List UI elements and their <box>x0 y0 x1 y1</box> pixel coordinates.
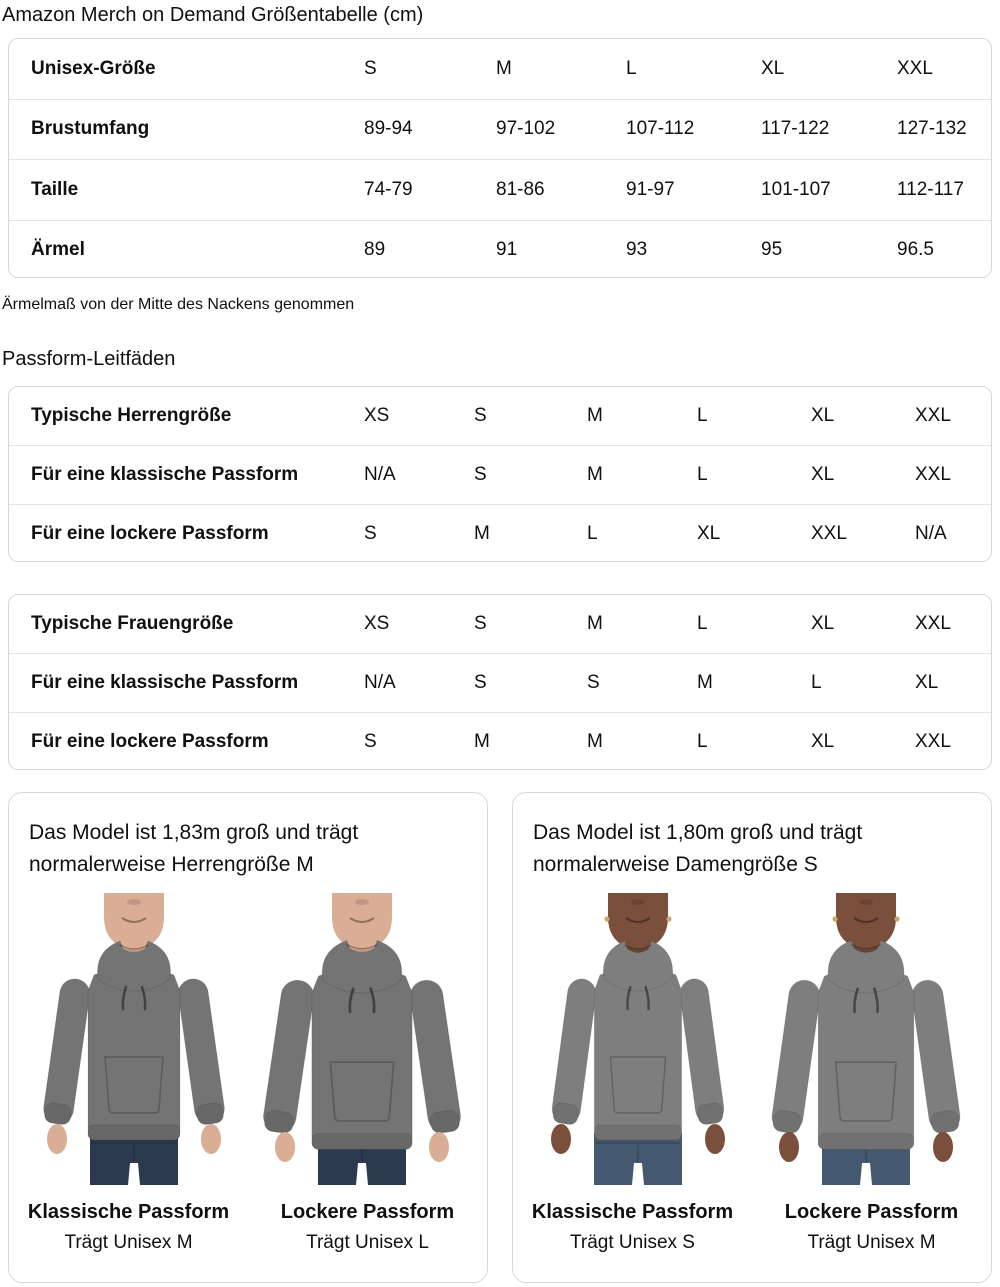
hoodie-model-illustration <box>538 893 738 1185</box>
table-row <box>9 712 991 770</box>
fit-caption <box>9 1199 248 1255</box>
table-row <box>9 159 991 220</box>
womens-model-card <box>512 792 992 1283</box>
size-value: S <box>474 672 487 693</box>
size-value: XXL <box>915 731 951 752</box>
mens-fit-table <box>8 386 992 562</box>
row-label: Typische Herrengröße <box>31 405 232 426</box>
fit-caption <box>752 1199 991 1255</box>
size-value: L <box>697 613 708 634</box>
hoodie-model-illustration <box>34 893 234 1185</box>
table-row <box>9 504 991 562</box>
size-value: M <box>587 464 603 485</box>
table-row <box>9 445 991 504</box>
size-value: 97-102 <box>496 118 556 140</box>
fit-size-label: Trägt Unisex L <box>306 1232 429 1253</box>
page-title: Amazon Merch on Demand Größentabelle (cm) <box>2 4 424 26</box>
size-value: L <box>626 57 637 79</box>
table-row <box>9 595 991 653</box>
table-row <box>9 99 991 160</box>
fit-caption <box>248 1199 487 1255</box>
row-label: Für eine klassische Passform <box>31 672 299 693</box>
size-value: 117-122 <box>761 118 830 140</box>
model-photo-loose-fit <box>262 893 462 1185</box>
size-chart-page <box>0 2 1000 1283</box>
size-value: L <box>811 672 822 693</box>
hoodie-model-illustration <box>766 893 966 1185</box>
size-value: XL <box>811 613 835 634</box>
size-value: S <box>474 464 487 485</box>
size-value: L <box>697 464 708 485</box>
model-photos <box>513 893 991 1185</box>
mens-model-card <box>8 792 488 1283</box>
size-value: M <box>474 731 490 752</box>
size-value: XL <box>697 523 721 544</box>
size-value: S <box>474 613 487 634</box>
model-photos <box>9 893 487 1185</box>
fit-caption <box>513 1199 752 1255</box>
model-description: Das Model ist 1,83m groß und trägt normalerweise Herrengröße M <box>29 821 359 876</box>
size-value: N/A <box>364 464 396 485</box>
hoodie-garment <box>550 941 725 1140</box>
size-value: XL <box>811 731 835 752</box>
table-row <box>9 39 991 99</box>
row-label: Brustumfang <box>31 118 150 140</box>
size-value: 89 <box>364 239 386 261</box>
fit-size-label: Trägt Unisex M <box>64 1232 193 1253</box>
size-value: M <box>587 731 603 752</box>
size-value: 81-86 <box>496 178 545 200</box>
size-value: S <box>364 57 377 79</box>
size-value: XXL <box>897 57 933 79</box>
size-value: 107-112 <box>626 118 695 140</box>
size-value: XS <box>364 405 390 426</box>
size-value: XXL <box>811 523 847 544</box>
size-value: XL <box>915 672 939 693</box>
size-value: 93 <box>626 239 648 261</box>
row-label: Für eine lockere Passform <box>31 731 269 752</box>
size-value: L <box>697 731 708 752</box>
size-value: 101-107 <box>761 178 831 200</box>
size-value: 112-117 <box>897 178 964 200</box>
hoodie-model-illustration <box>262 893 462 1185</box>
size-value: S <box>587 672 600 693</box>
size-value: 91 <box>496 239 518 261</box>
hoodie-garment <box>770 940 962 1149</box>
model-cards-row <box>8 792 992 1283</box>
size-value: N/A <box>364 672 396 693</box>
row-label: Unisex-Größe <box>31 57 156 79</box>
fit-size-label: Trägt Unisex M <box>807 1232 936 1253</box>
unisex-size-table <box>8 38 992 278</box>
size-value: XS <box>364 613 390 634</box>
size-value: N/A <box>915 523 947 544</box>
row-label: Für eine lockere Passform <box>31 523 269 544</box>
hoodie-garment <box>42 941 227 1140</box>
row-label: Taille <box>31 178 79 200</box>
size-value: XL <box>811 464 835 485</box>
table-row <box>9 220 991 279</box>
size-value: 89-94 <box>364 118 413 140</box>
size-value: S <box>474 405 487 426</box>
row-label: Ärmel <box>31 239 85 261</box>
size-value: XL <box>811 405 835 426</box>
fit-label: Lockere Passform <box>784 1201 959 1223</box>
table-row <box>9 387 991 445</box>
size-value: XXL <box>915 405 951 426</box>
model-photo-loose-fit <box>766 893 966 1185</box>
size-value: M <box>587 613 603 634</box>
size-value: 74-79 <box>364 178 413 200</box>
size-value: 95 <box>761 239 783 261</box>
size-value: M <box>474 523 490 544</box>
model-jeans <box>90 1133 178 1185</box>
fit-label: Klassische Passform <box>531 1201 734 1223</box>
fit-size-label: Trägt Unisex S <box>570 1232 695 1253</box>
fit-label: Klassische Passform <box>27 1201 230 1223</box>
womens-fit-table <box>8 594 992 770</box>
size-value: S <box>364 523 377 544</box>
size-value: S <box>364 731 377 752</box>
size-value: M <box>587 405 603 426</box>
size-value: XXL <box>915 613 951 634</box>
model-photo-classic-fit <box>538 893 738 1185</box>
size-value: L <box>697 405 708 426</box>
fit-label: Lockere Passform <box>280 1201 455 1223</box>
model-photo-classic-fit <box>34 893 234 1185</box>
size-value: XXL <box>915 464 951 485</box>
table-row <box>9 653 991 712</box>
size-value: M <box>697 672 713 693</box>
row-label: Typische Frauengröße <box>31 613 234 634</box>
model-description: Das Model ist 1,80m groß und trägt normalerweise Damengröße S <box>533 821 863 876</box>
model-jeans <box>594 1133 682 1185</box>
size-value: M <box>496 57 512 79</box>
size-value: L <box>587 523 598 544</box>
size-value: XL <box>761 57 785 79</box>
row-label: Für eine klassische Passform <box>31 464 299 485</box>
size-value: 91-97 <box>626 178 675 200</box>
hoodie-garment <box>262 940 462 1149</box>
fit-guides-heading: Passform-Leitfäden <box>2 348 176 370</box>
size-value: 96.5 <box>897 239 934 261</box>
sleeve-measure-note: Ärmelmaß von der Mitte des Nackens genommen <box>2 296 355 313</box>
size-value: 127-132 <box>897 118 967 140</box>
